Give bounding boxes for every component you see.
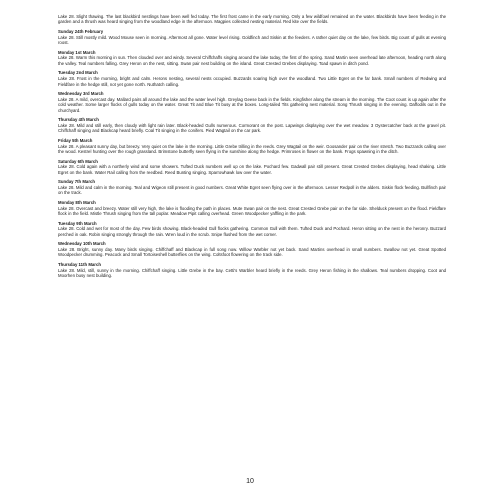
diary-entry <box>58 91 446 113</box>
entry-text: Lake 28. A pleasant sunny day, but breezy. Very quiet on the lake in the morning. Little Grebe trilling in the reeds. Grey Wagtail on the weir. Goosander pair on the river stretch. Two Buzzards calling over the wood. Kestrel hunting over the rough grassland. Brimstone butterfly seen flying in the sunshine along the hedge. Primroses in flower on the bank. Frogs spawning in the ditch. <box>58 143 446 155</box>
diary-entry <box>58 29 446 46</box>
diary-entry <box>58 14 446 25</box>
entry-text: Lake 28. Mild and still early, then cloudy with light rain later. Black-headed Gulls numerous. Cormorant on the post. Lapwings displaying over the wet meadow. 3 Oystercatcher back at the gravel pit. Chiffchaff singing and Blackcap heard briefly. Coal Tit singing in the conifers. Pied Wagtail on the car park. <box>58 122 446 134</box>
entry-text: Lake 28. Overcast and breezy. Water still very high, the lake is flooding the path in places. Mute Swan pair on the nest. Great Crested Grebe pair on the far side. Shelduck present on the flood. Fieldfare flock in the field. Mistle Thrush singing from the tall poplar. Meadow Pipit calling overhead. Green Woodpecker yaffling in the park. <box>58 205 446 217</box>
entry-date: Wednesday 3rd March <box>58 91 104 97</box>
entry-date: Monday 8th March <box>58 200 96 206</box>
page-number: 10 <box>246 478 254 485</box>
diary-entry <box>58 179 446 196</box>
diary-entry <box>58 262 446 279</box>
entry-text: Lake 28. Frost in the morning, bright and calm. Herons nesting, several nests occupied. Buzzards soaring high over the woodland. Two Little Egret on the far bank. Small numbers of Redwing and Fieldfare in the hedge still, not yet gone north. Nuthatch calling. <box>58 76 446 87</box>
entry-date: Thursday 4th March <box>58 117 99 123</box>
entry-date: Tuesday 2nd March <box>58 70 98 76</box>
diary-page <box>58 14 446 488</box>
entry-date: Sunday 24th February <box>58 29 104 35</box>
entry-date: Monday 1st March <box>58 49 96 55</box>
diary-entry <box>58 117 446 134</box>
diary-entry <box>58 200 446 217</box>
entry-text: Lake 28. Warm this morning in sun. Then clouded over and windy. Several Chiffchaffs singing around the lake today, the first of the spring. Sand Martin seen overhead late afternoon, heading north along the valley. Teal numbers falling. Grey Heron on the nest, sitting. Swan pair nest building on the island. Great Crested Grebes displaying. Toad spawn in ditch pond. <box>58 55 446 66</box>
entry-text: Lake 28. A mild, overcast day. Mallard pairs all around the lake and the water level high. Greylag Geese back in the fields. Kingfisher along the stream in the morning. The Coot count is up again after the cold weather. Some larger flocks of gulls today on the water. Great Tit and Blue Tit busy at the boxes. Long-tailed Tits gathering nest material. Song Thrush singing in the evening. Daffodils out in the churchyard. <box>58 96 446 113</box>
entry-text: Lake 28. Mild, still, sunny in the morning. Chiffchaff singing. Little Grebe in the bay. Cetti's Warbler heard briefly in the reeds. Grey Heron fishing in the shallows. Teal numbers dropping. Coot and Moorhen busy nest building. <box>58 267 446 279</box>
entry-text: Lake 28. Bright, sunny day. Many birds singing. Chiffchaff and Blackcap in full song now. Willow Warbler not yet back. Sand Martins overhead in small numbers. Swallow not yet. Great Spotted Woodpecker drumming. Peacock and Small Tortoiseshell butterflies on the wing. Coltsfoot flowering on the track side. <box>58 247 446 258</box>
diary-entry <box>58 138 446 155</box>
entry-text: Lake 28. Mild and calm in the morning. Teal and Wigeon still present in good numbers. Great White Egret seen flying over in the afternoon. Lesser Redpoll in the alders. Siskin flock feeding. Bullfinch pair on the track. <box>58 184 446 196</box>
diary-entry <box>58 70 446 87</box>
entry-date: Sunday 7th March <box>58 179 96 185</box>
diary-entry <box>58 50 446 67</box>
diary-entry <box>58 241 446 258</box>
entry-date: Thursday 11th March <box>58 262 101 268</box>
entry-text: Lake 28. Cold again with a northerly wind and some showers. Tufted Duck numbers well up on the lake. Pochard few. Gadwall pair still present. Great Crested Grebes displaying, head shaking. Little Egret on the bank. Water Rail calling from the reedbed. Reed Bunting singing. Sparrowhawk low over the water. <box>58 164 446 175</box>
entry-text: Lake 28. Slight thawing. The last blackbird nestlings have been well fed today. The first frost came in the early morning. Only a few wildfowl remained on the water. Blackbirds have been feeding in the garden and a thrush was heard singing from the woodland edge in the afternoon. Magpies collected nesting material. Red kite over the fields. <box>58 14 446 25</box>
diary-entry <box>58 221 446 238</box>
entry-date: Wednesday 10th March <box>58 241 106 247</box>
entry-text: Lake 28. Cold and wet for most of the day. Few birds showing. Black-headed Gull flocks gathering. Common Gull with them. Tufted Duck and Pochard. Heron sitting on the nest in the heronry. Buzzard perched in oak. Robin singing strongly through the rain. Wren loud in the scrub. Snipe flushed from the wet corner. <box>58 226 446 237</box>
entry-date: Tuesday 9th March <box>58 220 97 226</box>
entry-date: Saturday 6th March <box>58 158 98 164</box>
entry-text: Lake 28. Still mostly mild. Wood Mouse seen in morning. Aftermost all gone. Water level rising. Goldfinch and Siskin at the feeders. A rather quiet day on the lake, few birds. Big count of gulls at evening roost. <box>58 34 446 46</box>
entry-date: Friday 5th March <box>58 137 93 143</box>
diary-entry <box>58 159 446 176</box>
